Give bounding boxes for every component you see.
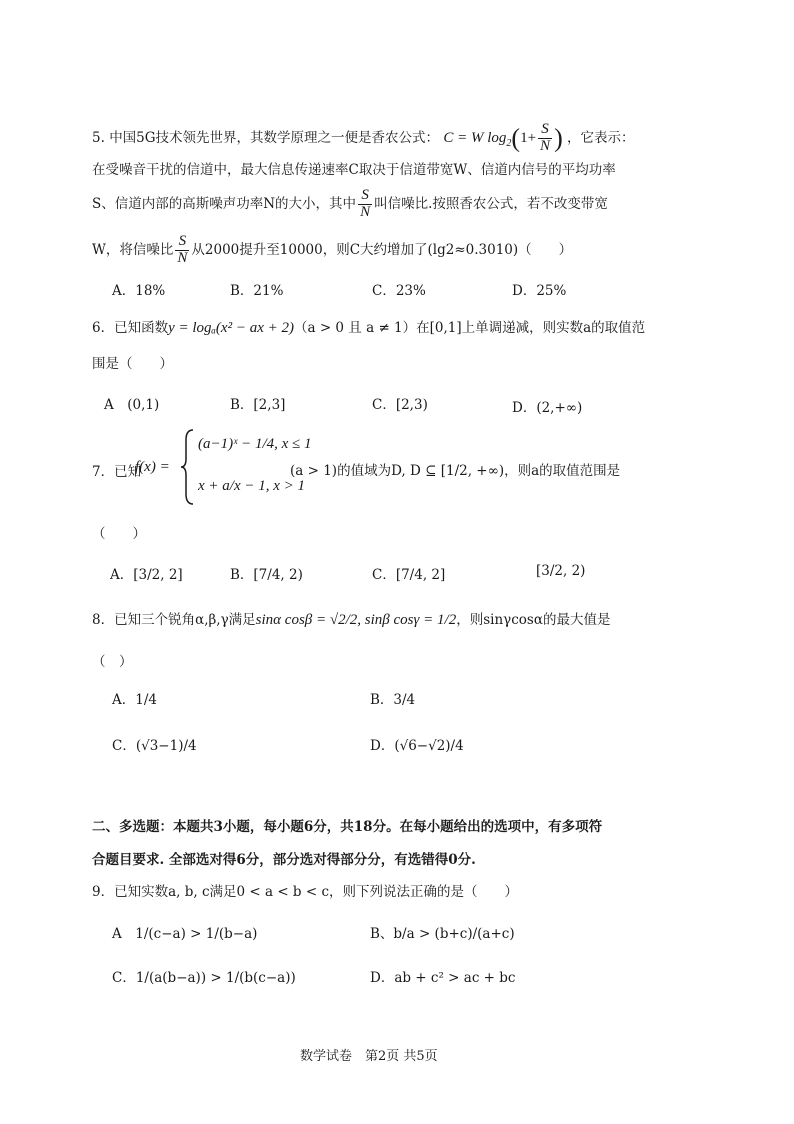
q8-stem-a: 8．已知三个锐角α,β,γ满足	[92, 612, 256, 628]
q9-option-a: A 1/(c−a) > 1/(b−a)	[112, 926, 258, 942]
q5-option-d: D．25%	[512, 283, 567, 299]
q7-number: 7．已知	[92, 464, 142, 480]
q6-line2: 围是（ ）	[92, 356, 173, 372]
q5-formula-frac: $\frac{S}{N}$	[540, 121, 551, 154]
q8-line1	[92, 608, 610, 629]
q6-option-b: B．[2,3]	[230, 397, 286, 413]
q8-option-b: B．3/4	[370, 692, 416, 708]
q9-stem: 9．已知实数a, b, c满足0 < a < b < c，则下列说法正确的是（ ）	[92, 884, 519, 900]
q8-paren: （ ）	[92, 654, 133, 670]
q5-option-c: C．23%	[372, 283, 426, 299]
q6-line1	[92, 316, 645, 337]
q5-line3-b: 叫信噪比.按照香农公式，若不改变带宽	[374, 195, 608, 212]
q6-option-c: C．[2,3)	[372, 397, 428, 413]
q6-number: 6．已知函数	[92, 320, 169, 336]
section2-line1: 二、多选题：本题共3小题，每小题6分，共18分。在每小题给出的选项中，有多项符	[92, 819, 603, 835]
q8-condition: sinα cosβ = √2/2, sinβ cosγ = 1/2	[255, 612, 457, 628]
q7-option-d: [3/2, 2)	[536, 563, 586, 579]
q5-line4-a: W，将信噪比	[92, 241, 174, 258]
q8-option-a: A．1/4	[112, 692, 157, 708]
q7-option-c: C．[7/4, 2]	[372, 567, 446, 583]
q6-option-d: D．(2,+∞)	[512, 400, 583, 416]
q7-option-a: A．[3/2, 2]	[110, 567, 183, 583]
q7-brace	[180, 428, 196, 506]
q9-option-d: D．ab + c² > ac + bc	[370, 970, 516, 986]
q8-option-c: C．(√3−1)/4	[112, 738, 197, 754]
q9-option-c: C．1/(a(b−a)) > 1/(b(c−a))	[112, 970, 296, 986]
q5-line4	[92, 234, 572, 267]
q6-stem-b: （a > 0 且 a ≠ 1）在[0,1]上单调递减，则实数a的取值范	[293, 320, 646, 336]
q5-snr-frac-2: $\frac{S}{N}$	[177, 233, 188, 266]
q6-function: y = logₐ(x² − ax + 2)	[168, 320, 294, 336]
section2-line2: 合题目要求. 全部选对得6分，部分选对得部分分，有选错得0分.	[92, 852, 476, 868]
q7-paren: （ ）	[92, 526, 146, 542]
q5-line1-tail: ，它表示：	[567, 129, 635, 146]
q7-stem-b: (a > 1)的值域为D, D ⊆ [1/2, +∞)，则a的取值范围是	[290, 463, 621, 479]
q5-number: 5.	[92, 129, 105, 146]
q7-case2: x + a/x − 1, x > 1	[198, 478, 306, 494]
q5-line3	[92, 188, 608, 221]
q8-option-d: D．(√6−√2)/4	[370, 738, 464, 754]
q7-fx: f(x) =	[135, 459, 170, 475]
q8-stem-c: ，则sinγcosα的最大值是	[456, 612, 611, 628]
q5-line1-text: 中国5G技术领先世界，其数学原理之一便是香农公式：	[109, 129, 440, 146]
q7-case1: (a−1)ˣ − 1/4, x ≤ 1	[198, 436, 312, 452]
q5-line1: 5. 中国5G技术领先世界，其数学原理之一便是香农公式： C = W $\log_2(1+$ $\frac{S}{N}$ ) ，它表示：	[92, 121, 635, 154]
q9-option-b: B、b/a > (b+c)/(a+c)	[370, 926, 515, 942]
page-footer: 数学试卷 第2页 共5页	[300, 1049, 438, 1064]
q7-option-b: B．[7/4, 2)	[230, 567, 303, 583]
q5-formula: C = W $\log_2$	[443, 129, 512, 149]
q6-option-a: A (0,1)	[104, 397, 160, 413]
q5-option-a: A．18%	[112, 283, 166, 299]
q5-line4-b: 从2000提升至10000，则C大约增加了(lg2≈0.3010)（ ）	[191, 241, 573, 258]
q5-snr-frac: $\frac{S}{N}$	[360, 187, 371, 220]
q5-line2: 在受噪音干扰的信道中，最大信息传递速率C取决于信道带宽W、信道内信号的平均功率	[92, 162, 616, 178]
q5-line3-a: S、信道内部的高斯噪声功率N的大小，其中	[92, 195, 357, 212]
q5-option-b: B．21%	[230, 283, 284, 299]
